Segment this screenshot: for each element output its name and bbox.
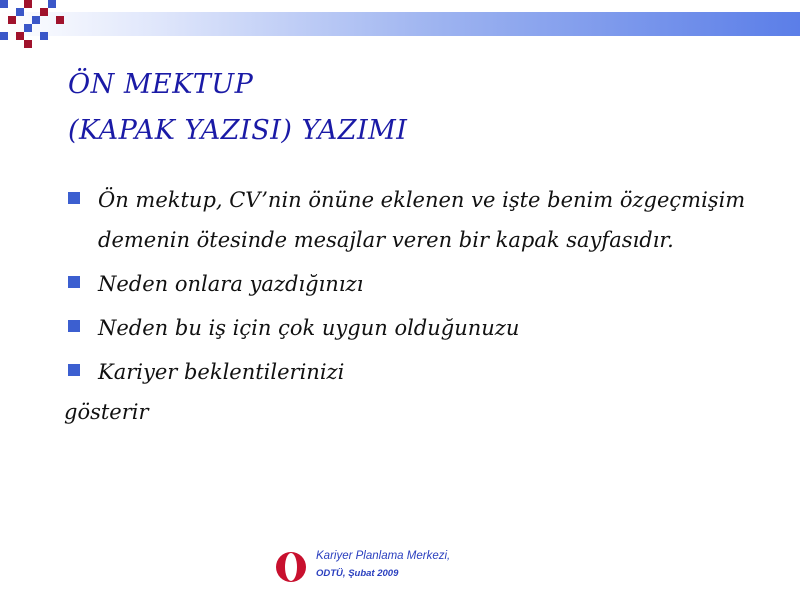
square-bullet-icon bbox=[68, 320, 80, 332]
bullet-item bbox=[68, 180, 778, 260]
bullet-list bbox=[68, 180, 778, 396]
square-bullet-icon bbox=[68, 276, 80, 288]
title-line-1: ÖN MEKTUP bbox=[68, 69, 254, 100]
bullet-item bbox=[68, 308, 778, 348]
footer-org: Kariyer Planlama Merkezi, bbox=[316, 550, 451, 562]
slide-title bbox=[68, 62, 768, 154]
bullet-item bbox=[68, 264, 778, 304]
bullet-item bbox=[68, 352, 778, 392]
square-bullet-icon bbox=[68, 364, 80, 376]
header-gradient-bar bbox=[0, 12, 800, 36]
odtu-logo-icon bbox=[274, 550, 308, 584]
bullet-text: Neden bu iş için çok uygun olduğunuzu bbox=[98, 316, 520, 340]
square-bullet-icon bbox=[68, 192, 80, 204]
title-line-2: (KAPAK YAZISI) YAZIMI bbox=[68, 115, 408, 146]
checker-decoration bbox=[0, 0, 70, 50]
bullet-text: Kariyer beklentilerinizi bbox=[98, 360, 345, 384]
bullet-text: Ön mektup, CV’nin önüne eklenen ve işte benim özgeçmişim demenin ötesinde mesajlar veren bir kapak sayfasıdır. bbox=[98, 188, 746, 252]
footer-date: ODTÜ, Şubat 2009 bbox=[316, 568, 399, 579]
footer bbox=[274, 548, 534, 588]
bullet-text: Neden onlara yazdığınızı bbox=[98, 272, 364, 296]
closing-text: gösterir bbox=[64, 400, 149, 424]
